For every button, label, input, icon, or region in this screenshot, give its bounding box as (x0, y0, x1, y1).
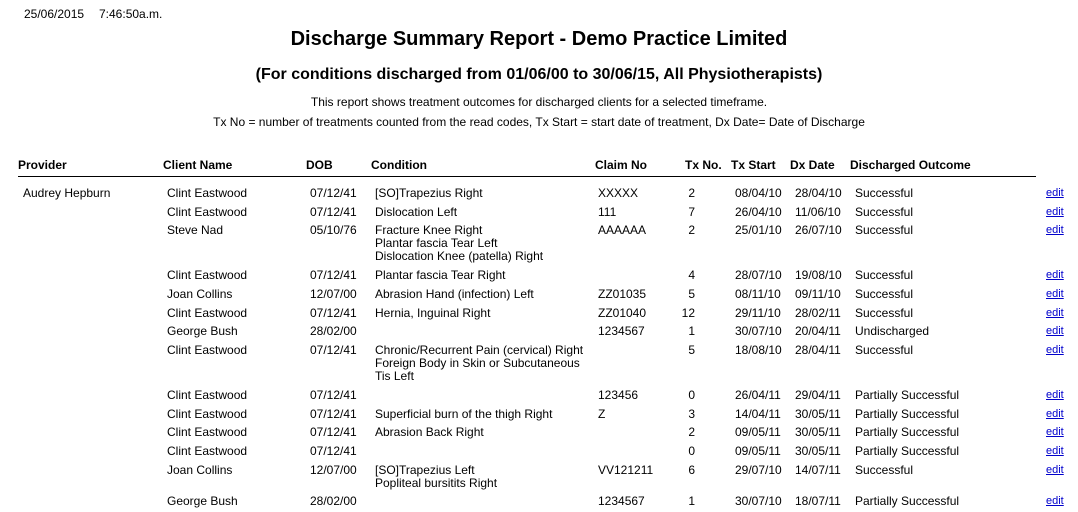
discharged-outcome-cell: Successful (855, 306, 914, 320)
claim-no-cell: ZZ01035 (598, 287, 647, 301)
claim-no-cell: 123456 (598, 388, 639, 402)
edit-link[interactable]: edit (1046, 269, 1064, 281)
tx-no-cell: 2 (688, 186, 695, 200)
tx-no-cell: 6 (688, 463, 695, 477)
claim-no-cell: 1234567 (598, 324, 645, 338)
dx-date-cell: 19/08/10 (795, 268, 842, 282)
column-header-dx-date: Dx Date (790, 158, 835, 172)
claim-no-cell: VV121211 (598, 463, 654, 477)
header-divider (18, 176, 1036, 177)
tx-no-cell: 0 (688, 388, 695, 402)
column-header-discharged-outcome: Discharged Outcome (850, 158, 971, 172)
edit-link[interactable]: edit (1046, 307, 1064, 319)
condition-cell: Abrasion Back Right (375, 425, 484, 439)
tx-start-cell: 26/04/10 (735, 205, 782, 219)
dob-cell: 07/12/41 (310, 343, 357, 357)
column-header-client-name: Client Name (163, 158, 233, 172)
tx-no-cell: 2 (688, 223, 695, 237)
dob-cell: 07/12/41 (310, 268, 357, 282)
report-time: 7:46:50a.m. (99, 7, 163, 21)
discharged-outcome-cell: Partially Successful (855, 388, 960, 402)
dob-cell: 07/12/41 (310, 407, 357, 421)
report-legend: Tx No = number of treatments counted from the read codes, Tx Start = start date of treatment, Dx Date= Date of Discharge (213, 115, 865, 129)
tx-no-cell: 0 (688, 444, 695, 458)
dx-date-cell: 30/05/11 (795, 444, 841, 458)
dx-date-cell: 11/06/10 (795, 205, 841, 219)
claim-no-cell: ZZ01040 (598, 306, 647, 320)
condition-cell: Plantar fascia Tear Left (375, 236, 498, 250)
discharged-outcome-cell: Partially Successful (855, 444, 960, 458)
edit-link[interactable]: edit (1046, 224, 1064, 236)
discharged-outcome-cell: Successful (855, 186, 914, 200)
provider-cell: Audrey Hepburn (23, 186, 111, 200)
dob-cell: 07/12/41 (310, 388, 357, 402)
condition-cell: Chronic/Recurrent Pain (cervical) Right (375, 343, 584, 357)
claim-no-cell: 1234567 (598, 494, 645, 508)
edit-link[interactable]: edit (1046, 389, 1064, 401)
claim-no-cell: Z (598, 407, 606, 421)
report-description: This report shows treatment outcomes for discharged clients for a selected timeframe. (310, 95, 768, 109)
claim-no-cell: XXXXX (598, 186, 639, 200)
claim-no-cell: AAAAAA (598, 223, 647, 237)
tx-start-cell: 30/07/10 (735, 324, 782, 338)
condition-cell: Dislocation Left (375, 205, 458, 219)
claim-no-cell: 111 (598, 205, 617, 219)
discharged-outcome-cell: Partially Successful (855, 407, 960, 421)
column-header-dob: DOB (306, 158, 333, 172)
condition-cell: Foreign Body in Skin or Subcutaneous (375, 356, 580, 370)
client-name-cell: Clint Eastwood (167, 205, 248, 219)
column-header-provider: Provider (18, 158, 67, 172)
condition-cell: Tis Left (375, 369, 414, 383)
tx-start-cell: 26/04/11 (735, 388, 781, 402)
tx-start-cell: 09/05/11 (735, 425, 781, 439)
tx-start-cell: 08/11/10 (735, 287, 781, 301)
dx-date-cell: 14/07/11 (795, 463, 841, 477)
edit-link[interactable]: edit (1046, 426, 1064, 438)
edit-link[interactable]: edit (1046, 325, 1064, 337)
column-header-tx-no: Tx No. (685, 158, 722, 172)
tx-start-cell: 29/11/10 (735, 306, 781, 320)
dx-date-cell: 26/07/10 (795, 223, 842, 237)
edit-link[interactable]: edit (1046, 495, 1064, 507)
dx-date-cell: 20/04/11 (795, 324, 841, 338)
dob-cell: 07/12/41 (310, 425, 357, 439)
condition-cell: Hernia, Inguinal Right (375, 306, 491, 320)
dob-cell: 07/12/41 (310, 205, 357, 219)
tx-start-cell: 18/08/10 (735, 343, 782, 357)
discharged-outcome-cell: Successful (855, 287, 914, 301)
tx-no-cell: 1 (688, 324, 695, 338)
condition-cell: Superficial burn of the thigh Right (375, 407, 553, 421)
discharged-outcome-cell: Partially Successful (855, 425, 960, 439)
report-date: 25/06/2015 (24, 7, 85, 21)
condition-cell: [SO]Trapezius Left (375, 463, 475, 477)
column-header-condition: Condition (371, 158, 427, 172)
tx-no-cell: 7 (688, 205, 695, 219)
condition-cell: Abrasion Hand (infection) Left (375, 287, 534, 301)
client-name-cell: Clint Eastwood (167, 306, 248, 320)
dx-date-cell: 28/02/11 (795, 306, 841, 320)
tx-no-cell: 3 (688, 407, 695, 421)
tx-start-cell: 25/01/10 (735, 223, 782, 237)
column-header-claim-no: Claim No (595, 158, 648, 172)
tx-start-cell: 08/04/10 (735, 186, 782, 200)
dob-cell: 05/10/76 (310, 223, 357, 237)
discharged-outcome-cell: Successful (855, 205, 914, 219)
dob-cell: 07/12/41 (310, 306, 357, 320)
tx-start-cell: 14/04/11 (735, 407, 781, 421)
client-name-cell: Joan Collins (167, 287, 233, 301)
dx-date-cell: 29/04/11 (795, 388, 841, 402)
dob-cell: 12/07/00 (310, 287, 357, 301)
edit-link[interactable]: edit (1046, 187, 1064, 199)
dx-date-cell: 28/04/11 (795, 343, 841, 357)
tx-start-cell: 30/07/10 (735, 494, 782, 508)
discharged-outcome-cell: Successful (855, 268, 914, 282)
tx-no-cell: 2 (688, 425, 695, 439)
tx-no-cell: 4 (688, 268, 695, 282)
client-name-cell: George Bush (167, 494, 238, 508)
discharged-outcome-cell: Successful (855, 463, 914, 477)
client-name-cell: George Bush (167, 324, 238, 338)
tx-start-cell: 09/05/11 (735, 444, 781, 458)
tx-start-cell: 28/07/10 (735, 268, 782, 282)
client-name-cell: Clint Eastwood (167, 388, 248, 402)
dx-date-cell: 30/05/11 (795, 425, 841, 439)
condition-cell: [SO]Trapezius Right (375, 186, 483, 200)
dx-date-cell: 28/04/10 (795, 186, 842, 200)
dob-cell: 28/02/00 (310, 494, 357, 508)
condition-cell: Plantar fascia Tear Right (375, 268, 506, 282)
client-name-cell: Clint Eastwood (167, 444, 248, 458)
report-title: Discharge Summary Report - Demo Practice Limited (290, 28, 788, 50)
condition-cell: Fracture Knee Right (375, 223, 483, 237)
client-name-cell: Clint Eastwood (167, 425, 248, 439)
tx-no-cell: 5 (688, 287, 695, 301)
edit-link[interactable]: edit (1046, 445, 1064, 457)
edit-link[interactable]: edit (1046, 464, 1064, 476)
client-name-cell: Clint Eastwood (167, 343, 248, 357)
client-name-cell: Clint Eastwood (167, 268, 248, 282)
dx-date-cell: 18/07/11 (795, 494, 841, 508)
edit-link[interactable]: edit (1046, 408, 1064, 420)
discharged-outcome-cell: Successful (855, 343, 914, 357)
report-subtitle: (For conditions discharged from 01/06/00 to 30/06/15, All Physiotherapists) (255, 66, 823, 83)
dob-cell: 12/07/00 (310, 463, 357, 477)
column-header-tx-start: Tx Start (731, 158, 776, 172)
discharged-outcome-cell: Undischarged (855, 324, 930, 338)
dob-cell: 07/12/41 (310, 186, 357, 200)
condition-cell: Dislocation Knee (patella) Right (375, 249, 544, 263)
dob-cell: 07/12/41 (310, 444, 357, 458)
tx-no-cell: 12 (681, 306, 695, 320)
tx-start-cell: 29/07/10 (735, 463, 782, 477)
condition-cell: Popliteal bursitits Right (375, 476, 498, 490)
tx-no-cell: 1 (688, 494, 695, 508)
tx-no-cell: 5 (688, 343, 695, 357)
edit-link[interactable]: edit (1046, 288, 1064, 300)
dob-cell: 28/02/00 (310, 324, 357, 338)
dx-date-cell: 30/05/11 (795, 407, 841, 421)
discharged-outcome-cell: Partially Successful (855, 494, 960, 508)
edit-link[interactable]: edit (1046, 344, 1064, 356)
edit-link[interactable]: edit (1046, 206, 1064, 218)
discharged-outcome-cell: Successful (855, 223, 914, 237)
client-name-cell: Joan Collins (167, 463, 233, 477)
client-name-cell: Clint Eastwood (167, 407, 248, 421)
client-name-cell: Clint Eastwood (167, 186, 248, 200)
dx-date-cell: 09/11/10 (795, 287, 841, 301)
client-name-cell: Steve Nad (167, 223, 224, 237)
